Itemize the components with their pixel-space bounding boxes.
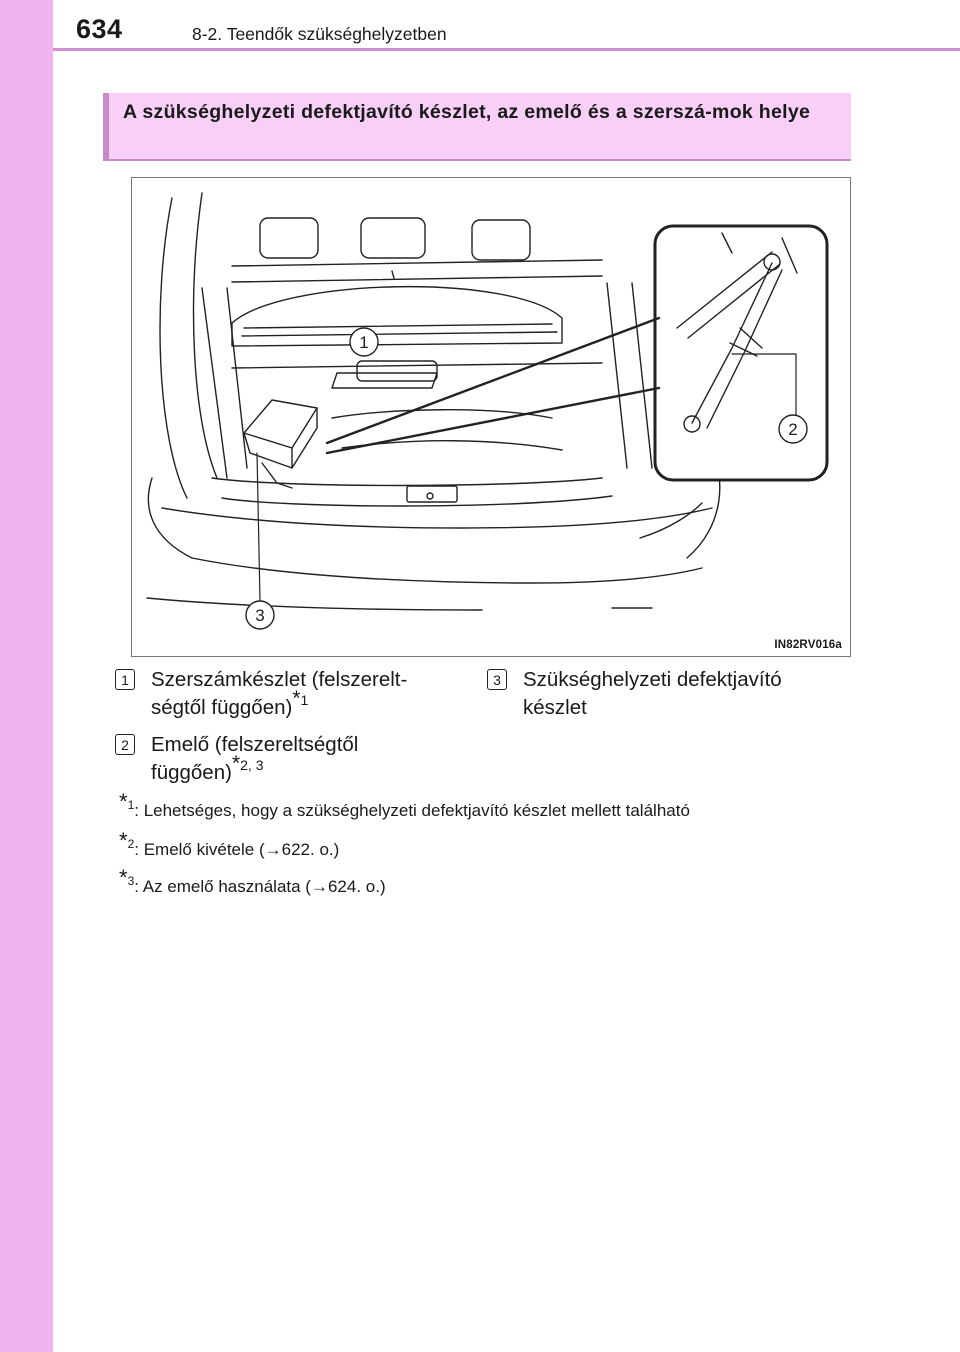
legend-item-2 [115, 731, 455, 791]
legend-3-line1: Szükséghelyzeti defektjavító [523, 668, 782, 691]
callout-1-label: 1 [359, 333, 369, 352]
footnote-1 [119, 789, 690, 822]
figure-code: IN82RV016a [774, 639, 842, 651]
footnote-2-star: * [119, 828, 128, 853]
heading-box [103, 93, 851, 161]
legend-number-1: 1 [115, 669, 135, 690]
legend-item-3 [487, 666, 847, 726]
trunk-illustration [131, 177, 851, 657]
footnote-2 [119, 828, 340, 861]
footnote-3-text: : Az emelő használata (→624. o.) [134, 877, 386, 896]
legend-2-line2: függően) [151, 761, 232, 784]
footnote-2-sup: 2 [127, 837, 135, 851]
legend-1-line2: ségtől függően) [151, 696, 293, 719]
footnote-1-star: * [119, 789, 128, 814]
legend-1-line1: Szerszámkészlet (felszerelt- [151, 668, 408, 691]
legend-number-3: 3 [487, 669, 507, 690]
section-title: 8-2. Teendők szükséghelyzetben [192, 24, 447, 44]
header-rule [53, 48, 960, 51]
footnote-1-text: : Lehetséges, hogy a szükséghelyzeti defektjavító készlet mellett található [134, 801, 690, 820]
legend-3-line2: készlet [523, 696, 587, 719]
legend-1-sup: 1 [300, 692, 309, 708]
legend-1-star: * [292, 687, 301, 710]
footnote-3 [119, 865, 386, 898]
footnote-1-sup: 1 [127, 798, 135, 812]
trunk-drawing [132, 178, 852, 658]
side-color-bar [0, 0, 53, 1352]
callout-2-label: 2 [788, 420, 798, 439]
footnote-2-text: : Emelő kivétele (→622. o.) [134, 840, 340, 859]
legend-2-sup: 2, 3 [240, 757, 264, 773]
callout-3-label: 3 [255, 606, 265, 625]
legend-number-2: 2 [115, 734, 135, 755]
legend-2-star: * [231, 752, 241, 775]
legend-2-line1: Emelő (felszereltségtől [151, 733, 359, 756]
footnote-3-sup: 3 [127, 874, 135, 888]
page-number: 634 [76, 14, 123, 44]
footnote-3-star: * [119, 865, 128, 890]
legend-item-1 [115, 666, 455, 726]
heading-title: A szükséghelyzeti defektjavító készlet, az emelő és a szerszá-mok helye [123, 101, 811, 123]
